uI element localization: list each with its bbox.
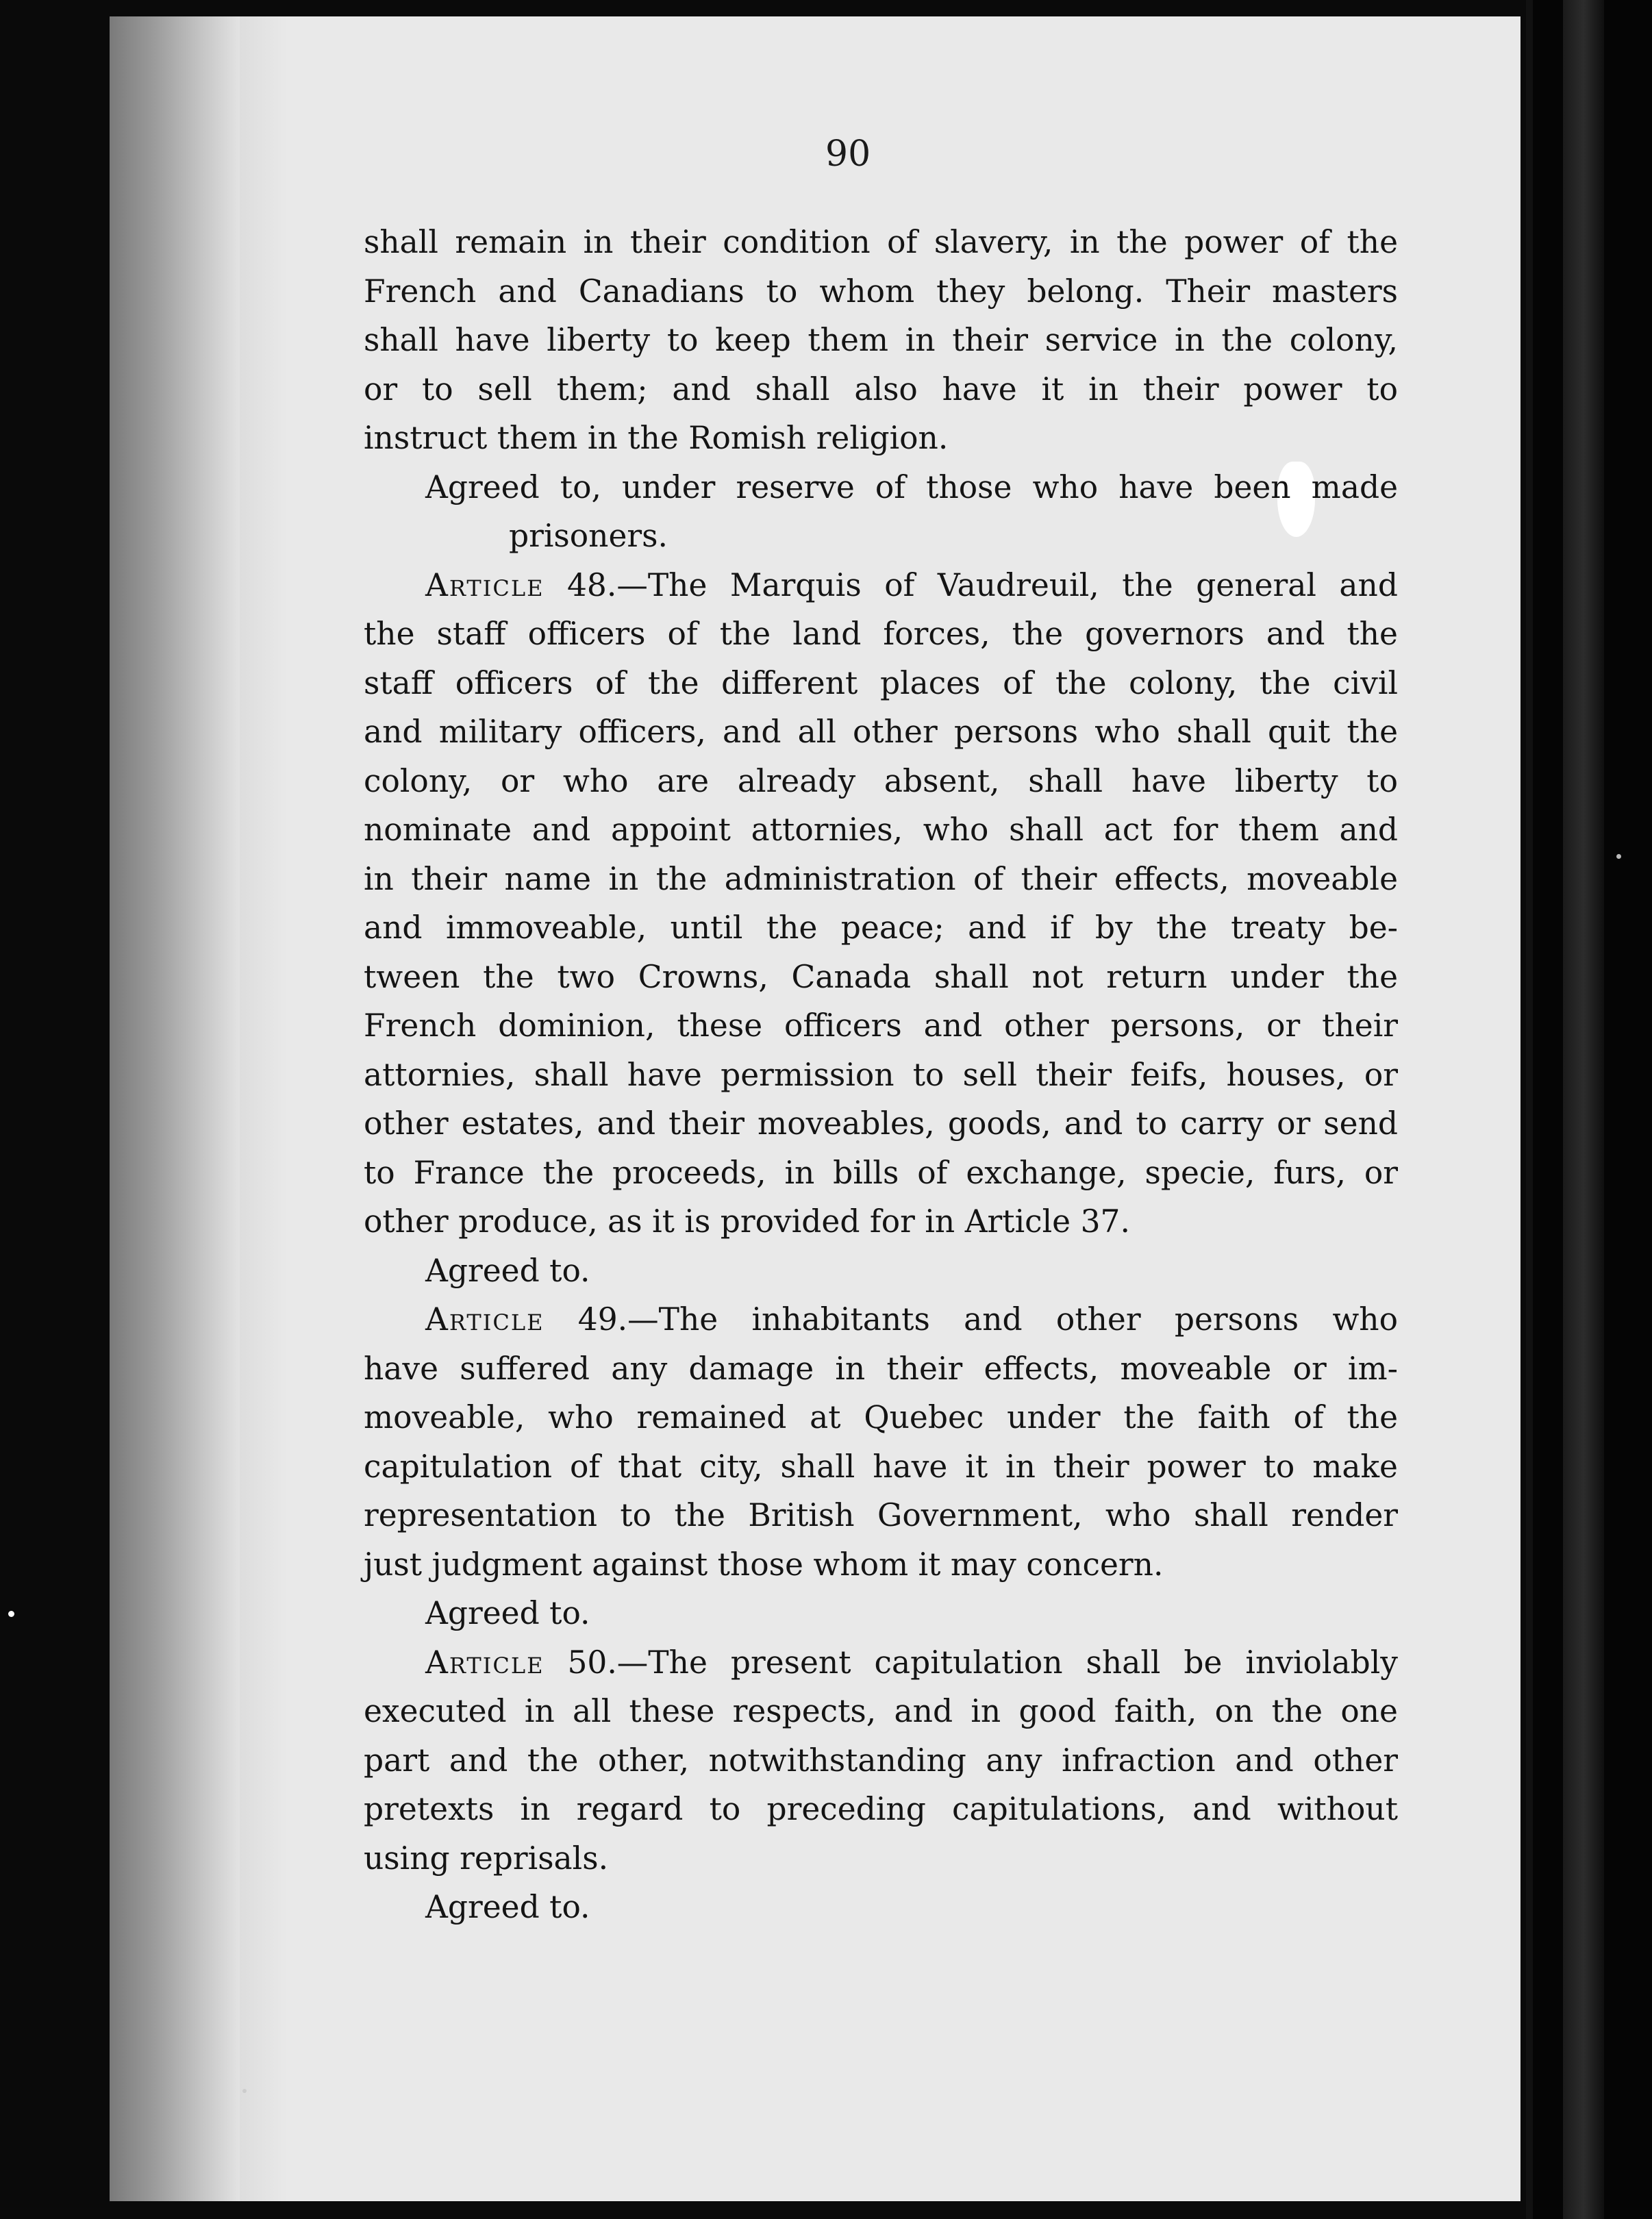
text-line: the staff officers of the land forces, the governors and the (364, 616, 1398, 652)
article-text: 49.—The inhabitants and other persons who (577, 1301, 1398, 1338)
text-line: prisoners. (509, 518, 668, 554)
text-line: have suffered any damage in their effects, moveable or im- (364, 1350, 1398, 1387)
text-line: to France the proceeds, in bills of exchange, specie, furs, or (364, 1154, 1398, 1191)
article-49-line (364, 1295, 1398, 1344)
text-line: just judgment against those whom it may concern. (364, 1546, 1164, 1583)
text-line: in their name in the administration of their effects, moveable (364, 860, 1398, 897)
binding-gradient (240, 16, 288, 2201)
article-label: Article (425, 566, 545, 603)
article-label: Article (425, 1301, 545, 1338)
text-line: French dominion, these officers and other persons, or their (364, 1007, 1398, 1044)
article-text: 50.—The present capitulation shall be inviolably (567, 1644, 1398, 1681)
agreed-line: Agreed to. (425, 1595, 590, 1631)
text-line: staff officers of the different places of the colony, the civil (364, 664, 1398, 701)
binding-shadow (110, 16, 240, 2201)
text-line: using reprisals. (364, 1840, 609, 1877)
text-line: shall remain in their condition of slavery, in the power of the (364, 224, 1398, 260)
text-line: representation to the British Government, who shall render (364, 1497, 1398, 1533)
adjacent-page-edge (1563, 0, 1604, 2219)
page-edge-rule (1526, 0, 1533, 2219)
text-line: part and the other, notwithstanding any infraction and other (364, 1742, 1398, 1779)
text-line: instruct them in the Romish religion. (364, 420, 949, 456)
text-line: other produce, as it is provided for in Article 37. (364, 1203, 1130, 1240)
text-line: or to sell them; and shall also have it in their power to (364, 371, 1398, 408)
article-label: Article (425, 1644, 545, 1681)
text-line: French and Canadians to whom they belong. Their masters (364, 273, 1398, 310)
scan-speck (1616, 854, 1621, 859)
text-line: and military officers, and all other persons who shall quit the (364, 714, 1398, 750)
text-line: other estates, and their moveables, goods, and to carry or send (364, 1105, 1398, 1142)
text-line: tween the two Crowns, Canada shall not return under the (364, 958, 1398, 995)
agreed-line: Agreed to. (425, 1889, 590, 1925)
text-line: Agreed to, under reserve of those who have been made (425, 468, 1398, 505)
article-48-line (364, 561, 1398, 610)
text-line: moveable, who remained at Quebec under the faith of the (364, 1399, 1398, 1436)
article-50-line (364, 1638, 1398, 1688)
text-line: colony, or who are already absent, shall have liberty to (364, 762, 1398, 799)
text-line: nominate and appoint attornies, who shall act for them and (364, 812, 1398, 848)
text-line: attornies, shall have permission to sell their feifs, houses, or (364, 1056, 1398, 1093)
text-line: pretexts in regard to preceding capitulations, and without (364, 1791, 1398, 1827)
text-line: and immoveable, until the peace; and if by the treaty be- (364, 910, 1398, 946)
text-line: executed in all these respects, and in good faith, on the one (364, 1693, 1398, 1729)
page-number: 90 (825, 134, 871, 175)
scan-speck (8, 1611, 14, 1617)
text-line: capitulation of that city, shall have it in their power to make (364, 1448, 1398, 1485)
body-text (364, 218, 1398, 1932)
article-text: 48.—The Marquis of Vaudreuil, the general and (566, 566, 1398, 603)
text-line: shall have liberty to keep them in their service in the colony, (364, 322, 1398, 358)
scan-speck (242, 2089, 247, 2093)
agreed-line: Agreed to. (425, 1252, 590, 1289)
